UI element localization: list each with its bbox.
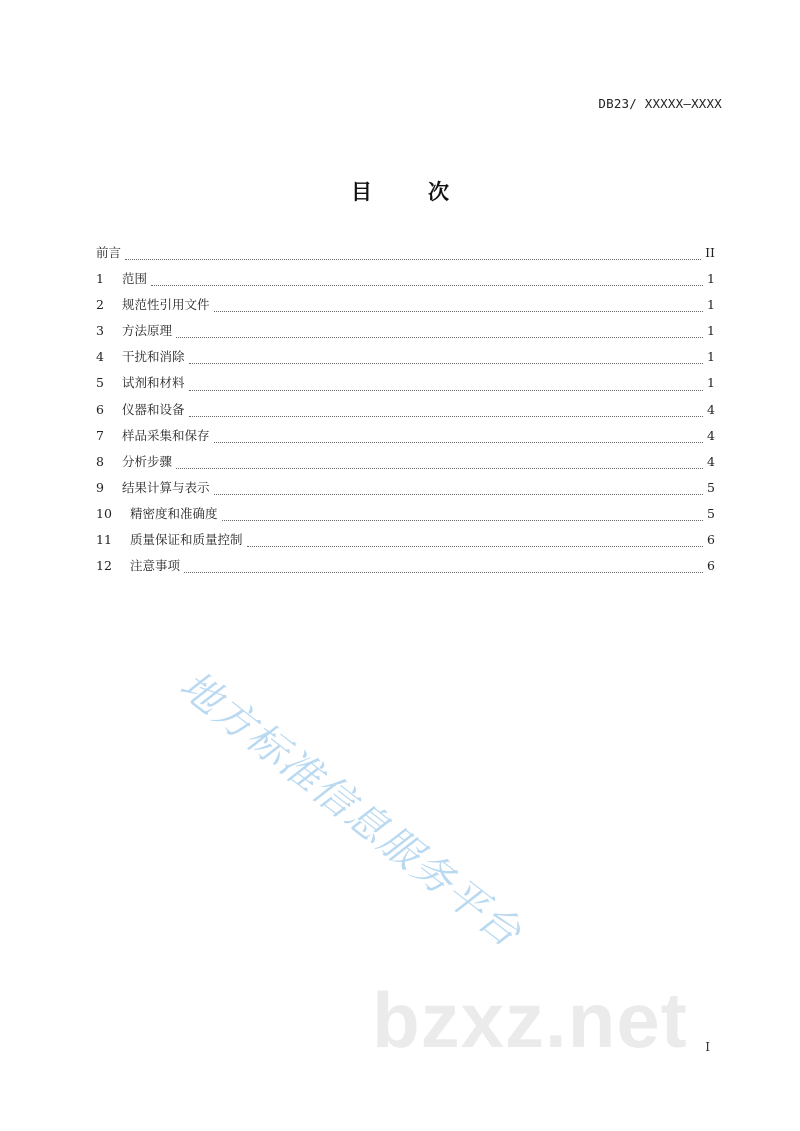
toc-entry-number: 12 [96,558,112,574]
toc-title-char-1: 目 [351,180,372,204]
toc-entry-label: 干扰和消除 [122,349,185,365]
toc-entry-number: 10 [96,505,112,521]
toc-entry-page: 1 [707,375,715,391]
toc-entry-label: 范围 [122,271,148,287]
toc-entry[interactable] [96,478,715,504]
toc-leader-dots [247,545,703,547]
toc-leader-dots [222,519,703,521]
toc-entry-page: 4 [707,453,715,469]
toc-entry-page: 1 [707,349,715,365]
toc-leader-dots [214,493,703,495]
toc-entry-page: 6 [707,558,715,574]
toc-entry-label: 注意事项 [130,558,181,574]
toc-title-char-2: 次 [428,180,449,204]
toc-entry-page: 5 [707,479,715,495]
toc-leader-dots [189,362,703,364]
toc-leader-dots [189,389,703,391]
toc-entry[interactable] [96,452,715,478]
toc-entry-label: 样品采集和保存 [122,427,210,443]
toc-leader-dots [176,336,703,338]
toc-entry-label: 精密度和准确度 [130,505,218,521]
toc-leader-dots [189,415,703,417]
watermark-text: 地方标准信息服务平台 [171,662,531,957]
toc-entry-number: 3 [96,323,104,339]
toc-entry-label: 仪器和设备 [122,401,185,417]
toc-leader-dots [214,441,703,443]
page-number: I [705,1040,710,1054]
toc-entry-page: 1 [707,297,715,313]
toc-leader-dots [125,258,701,260]
toc-entry-number: 6 [96,401,104,417]
toc-entry[interactable] [96,295,715,321]
toc-leader-dots [184,571,703,573]
toc-entry-page: 1 [707,323,715,339]
toc-entry-number: 1 [96,271,104,287]
toc-entry[interactable] [96,373,715,399]
toc-title [0,176,800,206]
toc-entry-label: 结果计算与表示 [122,479,210,495]
toc-entry[interactable] [96,426,715,452]
toc-list [96,243,715,582]
toc-entry-label: 规范性引用文件 [122,297,210,313]
toc-leader-dots [176,467,703,469]
toc-entry-label: 前言 [96,245,122,260]
toc-entry-page: 1 [707,271,715,287]
toc-entry[interactable] [96,243,715,269]
toc-entry[interactable] [96,400,715,426]
toc-entry-number: 2 [96,297,104,313]
toc-entry-page: 4 [707,427,715,443]
toc-entry[interactable] [96,556,715,582]
toc-entry-number: 8 [96,453,104,469]
document-code: DB23/ XXXXX—XXXX [598,96,722,111]
toc-entry-number: 4 [96,349,104,365]
toc-entry-page: 4 [707,401,715,417]
toc-entry-number: 11 [96,532,112,548]
toc-entry-number: 5 [96,375,104,391]
toc-entry[interactable] [96,530,715,556]
toc-entry[interactable] [96,269,715,295]
toc-entry[interactable] [96,504,715,530]
toc-entry[interactable] [96,321,715,347]
site-watermark: bzxz.net [372,976,688,1064]
toc-entry-label: 分析步骤 [122,453,173,469]
toc-leader-dots [151,284,703,286]
toc-entry-page: 6 [707,532,715,548]
toc-leader-dots [214,310,703,312]
toc-entry-page: 5 [707,505,715,521]
toc-entry-page: II [705,245,715,260]
toc-entry-number: 9 [96,479,104,495]
toc-entry[interactable] [96,347,715,373]
toc-entry-number: 7 [96,427,104,443]
toc-entry-label: 试剂和材料 [122,375,185,391]
toc-entry-label: 质量保证和质量控制 [130,532,243,548]
toc-entry-label: 方法原理 [122,323,173,339]
